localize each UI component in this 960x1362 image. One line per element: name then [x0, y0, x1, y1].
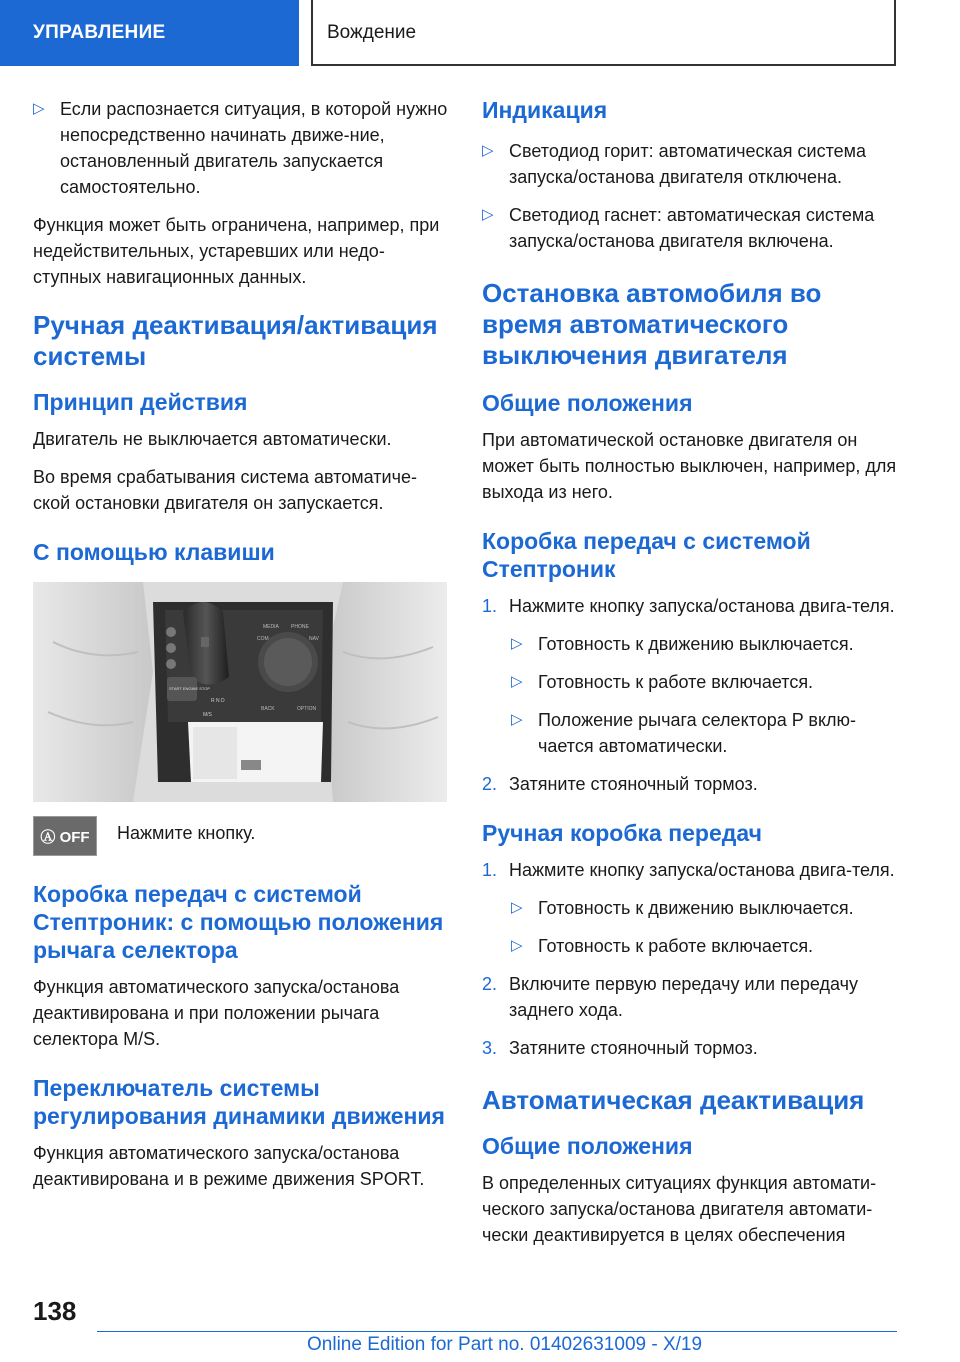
sub-bullet-text: Готовность к работе включается. — [538, 936, 814, 956]
paragraph: Функция автоматического запуска/останова деактивирована и в режиме движения SPORT. — [33, 1143, 425, 1189]
chapter-title: Вождение — [311, 0, 896, 66]
media-label: MEDIA — [263, 624, 279, 630]
paragraph: Двигатель не выключается автоматически. — [33, 429, 392, 449]
heading-automatic-deactivation: Автоматическая деактивация — [482, 1085, 865, 1115]
heading-indication: Индикация — [482, 97, 608, 123]
triangle-bullet-icon: ▷ — [511, 711, 523, 728]
button-instruction-row — [33, 816, 451, 856]
heading-steptronic-selector: Коробка передач с системой Стептроник: с помощью положения рычага селектора — [33, 881, 444, 963]
section-tab: УПРАВЛЕНИЕ — [0, 0, 299, 66]
sub-bullet-text: Готовность к работе включается. — [538, 672, 814, 692]
sub-bullet-item — [482, 707, 900, 759]
numbered-step — [482, 593, 900, 619]
footer-edition: Online Edition for Part no. 01402631009 - X/19 — [307, 1334, 703, 1355]
heading-steptronic-gearbox: Коробка передач с системой Стептроник — [482, 528, 811, 582]
center-console-illustration — [33, 582, 447, 802]
triangle-bullet-icon: ▷ — [33, 100, 45, 117]
numbered-step — [482, 971, 900, 1023]
nav-label: NAV — [309, 636, 319, 642]
paragraph: Функция может быть ограничена, например, при недействительных, устаревших или недо-ступных навигационных данных. — [33, 215, 440, 287]
gear-label: R N D — [211, 698, 225, 704]
phone-label: PHONE — [291, 624, 309, 630]
numbered-step — [482, 1035, 900, 1061]
sub-bullet-text: Готовность к движению выключается. — [538, 634, 854, 654]
numbered-step — [482, 857, 900, 883]
step-number: 2. — [482, 974, 498, 994]
sub-bullet-item — [482, 669, 900, 695]
option-label: OPTION — [297, 706, 317, 712]
step-number: 1. — [482, 860, 498, 880]
sub-bullet-item — [482, 933, 900, 959]
step-number: 1. — [482, 596, 498, 616]
step-text: Включите первую передачу или передачу заднего хода. — [509, 974, 858, 1020]
triangle-bullet-icon: ▷ — [482, 206, 494, 223]
start-stop-label: START ENGINE STOP — [169, 686, 211, 691]
step-text: Затяните стояночный тормоз. — [509, 1038, 758, 1058]
step-text: Нажмите кнопку запуска/останова двига-теля. — [509, 596, 895, 616]
heading-general: Общие положения — [482, 390, 693, 416]
bullet-item — [482, 202, 900, 254]
center-console-photo — [33, 582, 447, 802]
heading-driving-dynamics-switch: Переключатель системы регулирования динамики движения — [33, 1075, 445, 1129]
bullet-item — [482, 138, 900, 190]
step-number: 3. — [482, 1038, 498, 1058]
paragraph: В определенных ситуациях функция автомати-ческого запуска/останова двигателя автомати-чески деактивируется в целях обеспечения — [482, 1173, 877, 1245]
triangle-bullet-icon: ▷ — [511, 635, 523, 652]
footer-divider — [97, 1331, 897, 1332]
heading-general-2: Общие положения — [482, 1133, 693, 1159]
step-text: Нажмите кнопку запуска/останова двига-теля. — [509, 860, 895, 880]
bullet-text: Светодиод горит: автоматическая система запуска/останова двигателя отключена. — [509, 141, 867, 187]
left-column — [33, 96, 451, 1204]
page-number: 138 — [33, 1296, 77, 1326]
step-text: Затяните стояночный тормоз. — [509, 774, 758, 794]
sub-bullet-text: Положение рычага селектора P вклю-чается автоматически. — [538, 710, 857, 756]
heading-vehicle-stop: Остановка автомобиля во время автоматического выключения двигателя — [482, 278, 822, 370]
bullet-item — [33, 96, 451, 200]
heading-manual-deactivation: Ручная деактивация/активация системы — [33, 310, 438, 371]
bullet-text: Светодиод гаснет: автоматическая система запуска/останова двигателя включена. — [509, 205, 875, 251]
step-number: 2. — [482, 774, 498, 794]
paragraph: Функция автоматического запуска/останова деактивирована и при положении рычага селектора M/S. — [33, 977, 400, 1049]
triangle-bullet-icon: ▷ — [511, 899, 523, 916]
heading-with-button: С помощью клавиши — [33, 539, 275, 565]
bullet-text: Если распознается ситуация, в которой нужно непосредственно начинать движе-ние, остановленный двигатель запускается самостоятельно. — [60, 99, 448, 197]
sub-bullet-item — [482, 631, 900, 657]
auto-start-stop-off-icon: Ⓐ OFF — [33, 816, 97, 856]
triangle-bullet-icon: ▷ — [482, 142, 494, 159]
right-column — [482, 96, 900, 1260]
button-instruction-text: Нажмите кнопку. — [117, 823, 256, 843]
com-label: COM — [257, 636, 269, 642]
ms-label: M/S — [203, 712, 212, 718]
paragraph: При автоматической остановке двигателя он может быть полностью выключен, например, для выхода из него. — [482, 430, 897, 502]
numbered-step — [482, 771, 900, 797]
heading-principle: Принцип действия — [33, 389, 248, 415]
sub-bullet-text: Готовность к движению выключается. — [538, 898, 854, 918]
triangle-bullet-icon: ▷ — [511, 937, 523, 954]
triangle-bullet-icon: ▷ — [511, 673, 523, 690]
paragraph: Во время срабатывания система автоматиче-ской остановки двигателя он запускается. — [33, 467, 417, 513]
sub-bullet-item — [482, 895, 900, 921]
heading-manual-gearbox: Ручная коробка передач — [482, 820, 762, 846]
back-label: BACK — [261, 706, 275, 712]
